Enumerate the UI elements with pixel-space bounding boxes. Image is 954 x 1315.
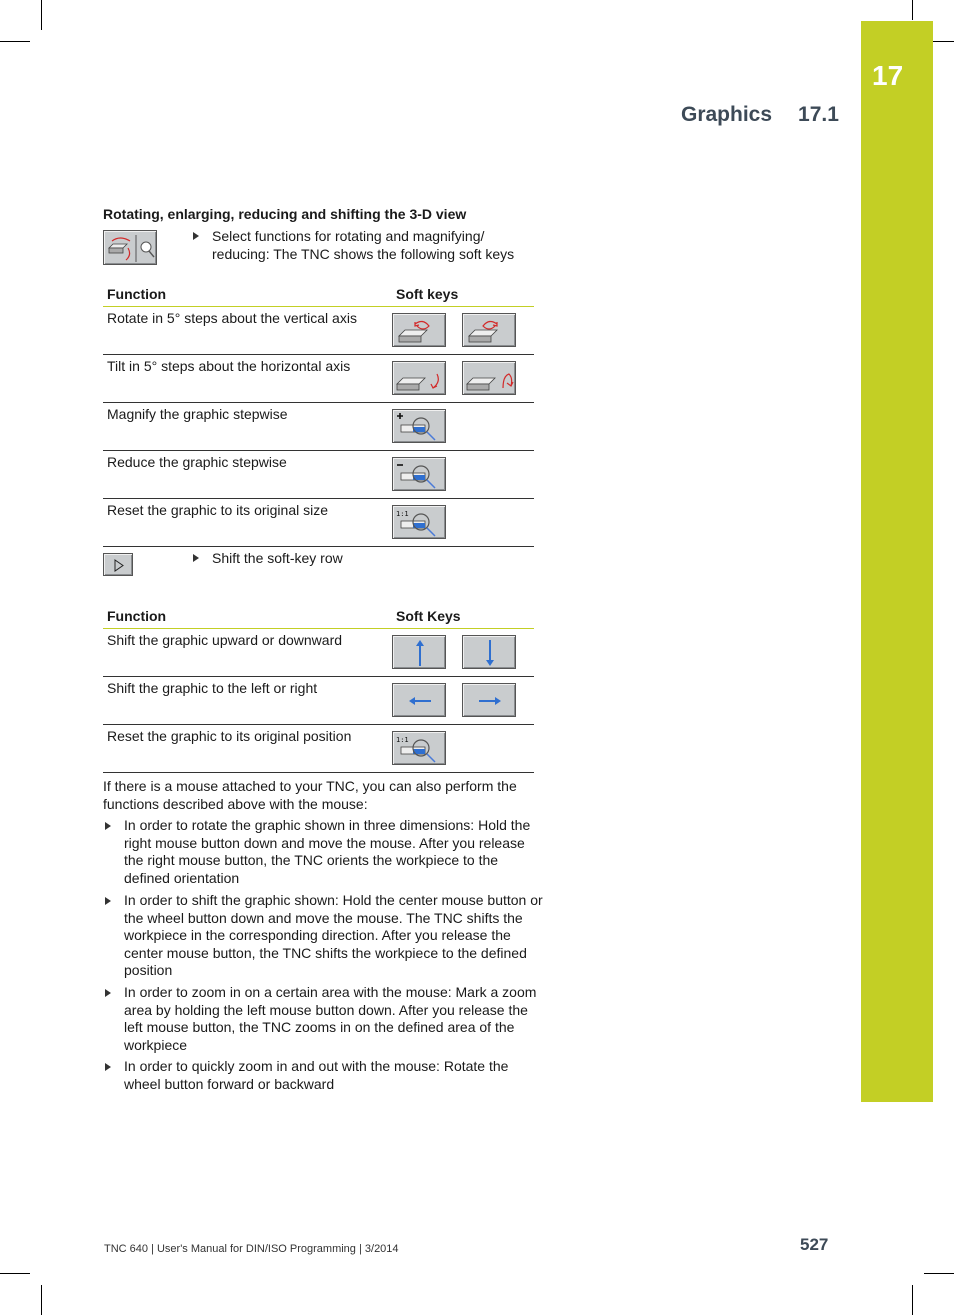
crop-mark (41, 0, 42, 30)
function-cell: Rotate in 5° steps about the vertical axis (103, 307, 392, 355)
column-header-softkeys: Soft Keys (392, 602, 534, 629)
rotate-right-icon[interactable] (462, 313, 516, 347)
bullet-triangle-icon (105, 989, 111, 997)
arrow-up-icon[interactable] (392, 635, 446, 669)
list-item (103, 892, 543, 980)
table-row (103, 725, 534, 773)
bullet-triangle-icon (105, 897, 111, 905)
table-row (103, 355, 534, 403)
softkey-table-shift (103, 602, 534, 773)
bullet-text: In order to rotate the graphic shown in three dimensions: Hold the right mouse button down and move the mouse. After you release the right mouse button, the TNC orients the workpiece to the defined orientation (124, 817, 531, 886)
table-row (103, 499, 534, 547)
tilt-up-icon[interactable] (462, 361, 516, 395)
step-rotate-magnify-text: Select functions for rotating and magnifying/ reducing: The TNC shows the following soft keys (212, 228, 515, 262)
column-header-function: Function (103, 280, 392, 307)
bullet-text: In order to zoom in on a certain area with the mouse: Mark a zoom area by holding the left mouse button down. After you release the left mouse button, the TNC zooms in on the defined area of the workpiece (124, 984, 537, 1053)
footer-text: TNC 640 | User's Manual for DIN/ISO Programming | 3/2014 (104, 1243, 399, 1255)
column-header-softkeys: Soft keys (392, 280, 534, 307)
reset-position-icon[interactable] (392, 731, 446, 765)
function-cell: Shift the graphic to the left or right (103, 677, 392, 725)
arrow-down-icon[interactable] (462, 635, 516, 669)
running-head-title: Graphics (681, 103, 773, 126)
reset-position-label: 1:1 (396, 736, 409, 744)
column-header-function: Function (103, 602, 392, 629)
table-row (103, 451, 534, 499)
crop-mark (912, 1285, 913, 1315)
function-cell: Magnify the graphic stepwise (103, 403, 392, 451)
arrow-right-icon[interactable] (462, 683, 516, 717)
page-number: 527 (800, 1235, 829, 1254)
table-row (103, 677, 534, 725)
function-cell: Shift the graphic upward or downward (103, 629, 392, 677)
reset-size-icon[interactable] (392, 505, 446, 539)
softkey-table-rotate (103, 280, 534, 547)
magnify-plus-icon[interactable] (392, 409, 446, 443)
step-shift-row-text: Shift the soft-key row (212, 550, 343, 566)
reset-size-label: 1:1 (396, 510, 409, 518)
crop-mark (924, 1273, 954, 1274)
shift-softkey-row-icon (103, 553, 133, 576)
bullet-triangle-icon (105, 1063, 111, 1071)
crop-mark (912, 0, 913, 20)
crop-mark (0, 1273, 30, 1274)
tilt-down-icon[interactable] (392, 361, 446, 395)
bullet-text: In order to quickly zoom in and out with the mouse: Rotate the wheel button forward or backward (124, 1058, 509, 1092)
chapter-tab (861, 21, 933, 1102)
magnify-minus-icon[interactable] (392, 457, 446, 491)
list-item (103, 817, 543, 887)
list-item (103, 1058, 543, 1093)
running-head (681, 103, 839, 127)
rotate-magnify-softkey-icon (103, 230, 157, 265)
running-head-section: 17.1 (798, 103, 839, 126)
step-triangle-icon (193, 554, 199, 562)
mouse-intro-paragraph: If there is a mouse attached to your TNC, you can also perform the functions described above with the mouse: (103, 778, 517, 812)
step-triangle-icon (193, 232, 199, 240)
bullet-text: In order to shift the graphic shown: Hold the center mouse button or the wheel button down and move the mouse. The TNC shifts the workpiece in the corresponding direction. After you release the center mouse button, the TNC shifts the workpiece to the defined position (124, 892, 543, 979)
table-row (103, 403, 534, 451)
section-heading: Rotating, enlarging, reducing and shifting the 3-D view (103, 206, 467, 222)
bullet-triangle-icon (105, 822, 111, 830)
function-cell: Reset the graphic to its original position (103, 725, 392, 773)
rotate-left-icon[interactable] (392, 313, 446, 347)
function-cell: Reset the graphic to its original size (103, 499, 392, 547)
function-cell: Tilt in 5° steps about the horizontal axis (103, 355, 392, 403)
chapter-number: 17 (872, 60, 904, 91)
arrow-left-icon[interactable] (392, 683, 446, 717)
list-item (103, 984, 543, 1054)
function-cell: Reduce the graphic stepwise (103, 451, 392, 499)
table-row (103, 629, 534, 677)
crop-mark (41, 1285, 42, 1315)
table-row (103, 307, 534, 355)
crop-mark (0, 41, 30, 42)
